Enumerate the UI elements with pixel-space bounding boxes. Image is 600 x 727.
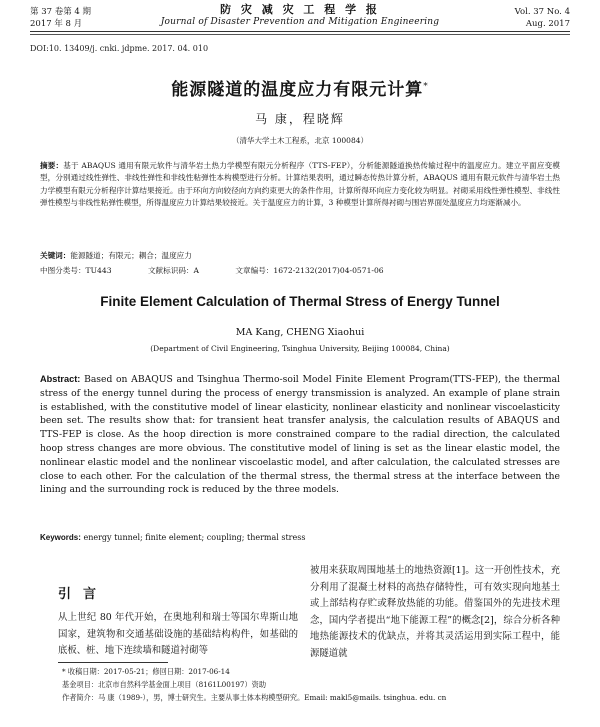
footnote-fund: 基金项目：北京市自然科学基金面上项目（8161L00197）资助 [62,680,267,689]
body-column-left: 从上世纪 80 年代开始，在奥地利和瑞士等国尔卑斯山地国家，建筑物和交通基础设施的基础结构构件，如基础的底板、桩、地下连续墙和隧道衬砌等 [58,612,298,656]
article-number: 文章编号：1672-2132(2017)04-0571-06 [235,266,384,275]
authors-cn: 马 康，程晓辉 [255,112,345,126]
affiliation-cn: （清华大学土木工程系，北京 100084） [231,136,368,145]
footnote-rule [58,662,168,663]
authors-en: MA Kang, CHENG Xiaohui [235,327,365,338]
keywords-cn [40,250,560,262]
date-en: Aug. 2017 [525,19,570,29]
keywords-cn-label: 关键词： [40,251,71,260]
keywords-en-text: energy tunnel; finite element; coupling; thermal stress [83,533,306,542]
abstract-cn-label: 摘要： [40,161,64,170]
section-heading-introduction: 引言 [58,587,109,602]
clc-number: 中图分类号：TU443 [40,266,112,275]
abstract-cn-text: 基于 ABAQUS 通用有限元软件与清华岩土热力学模型有限元分析程序（TTS-FEP），分析能源隧道换热传输过程中的温度应力。建立平面应变模型，分别通过线性弹性、非线性弹性和非线性粘弹性本构模型进行分析。计算结果表明，通过瞬态传热计算分析，ABAQUS 通用有限元软件与清华岩土热力学模型有限元分析程序计算结果接近。由于环向方向较径向方向约束更大的条件作用，计算所得环向应力变化较为明显。衬砌采用线性弹性模型、非线性弹性模型与非线性粘弹性模型，所得温度应力计算结果较接近。关于温度应力的计算，3 种模型计算所得衬砌与围岩界面处温度应力均逐渐减小。 [40,161,560,207]
document-code: 文献标识码：A [147,266,199,275]
volume-en: Vol. 37 No. 4 [514,7,570,17]
keywords-en [40,532,560,544]
paper-title-en: Finite Element Calculation of Thermal Stress of Energy Tunnel [100,294,500,309]
journal-title-cn: 防 灾 减 灾 工 程 学 报 [220,3,380,16]
abstract-en-text: Based on ABAQUS and Tsinghua Thermo-soil Model Finite Element Program(TTS-FEP), the thermal stress of the energy tunnel during the process of energy transmission is analyzed. An example of plane strain is established, with the constitutive model of linear elasticity, nonlinear elasticity and nonlinear viscoelasticity been set. The results show that: for transient heat transfer analysis, the calculation results of ABAQUS and TTS-FEP is close. As the hoop direction is more constrained compare to the radial direction, the calculated hoop stress changes are more obvious. The constitutive model of lining is set as the linear elastic model, the nonlinear elastic model and the nonlinear viscoelastic model, and after calculation, the calculated stresses are close to each other. For the calculation of the thermal stress, the thermal stress at the interface between the lining and the surrounding rock is reduced by the three models. [40,374,560,496]
header-rule-thin [30,34,570,35]
header-right [515,6,570,30]
classification-line [40,265,560,277]
abstract-cn [40,160,560,209]
header-rule [30,31,570,32]
title-footnote-mark: * [423,81,429,92]
abstract-en-label: Abstract: [40,374,81,384]
keywords-en-label: Keywords: [40,533,81,542]
header-center [150,4,450,28]
body-column-right: 被用来获取周围地基土的地热资源[1]。这一开创性技术，充分利用了混凝土材料的高热存储特性，可有效实现向地基土或上部结构存贮或释放热能的功能。借鉴国外的先进技术理念，国内学者提出“地下能源工程”的概念[2]，综合分析各种地热能源技术的优缺点，并将其灵活运用到实际工程中，能源隧道就 [310,565,560,659]
volume-cn: 第 37 卷第 4 期 [30,7,92,17]
footnote-author: 作者简介：马 康（1989-），男，博士研究生。主要从事土体本构模型研究。Email: makl5@mails. tsinghua. edu. cn [62,693,447,702]
doi: DOI:10. 13409/j. cnki. jdpme. 2017. 04. 010 [30,44,209,53]
date-cn: 2017 年 8 月 [30,19,83,29]
abstract-en [40,373,560,497]
affiliation-en: (Department of Civil Engineering, Tsinghua University, Beijing 100084, China) [150,344,450,353]
keywords-cn-text: 能源隧道；有限元；耦合；温度应力 [70,251,192,260]
header-left [30,6,91,30]
paper-title-cn-text: 能源隧道的温度应力有限元计算 [171,80,424,100]
journal-title-en: Journal of Disaster Prevention and Mitigation Engineering [160,17,440,27]
footnote-received: * 收稿日期：2017-05-21；修回日期：2017-06-14 [62,667,230,676]
paper-title-cn [0,75,600,100]
